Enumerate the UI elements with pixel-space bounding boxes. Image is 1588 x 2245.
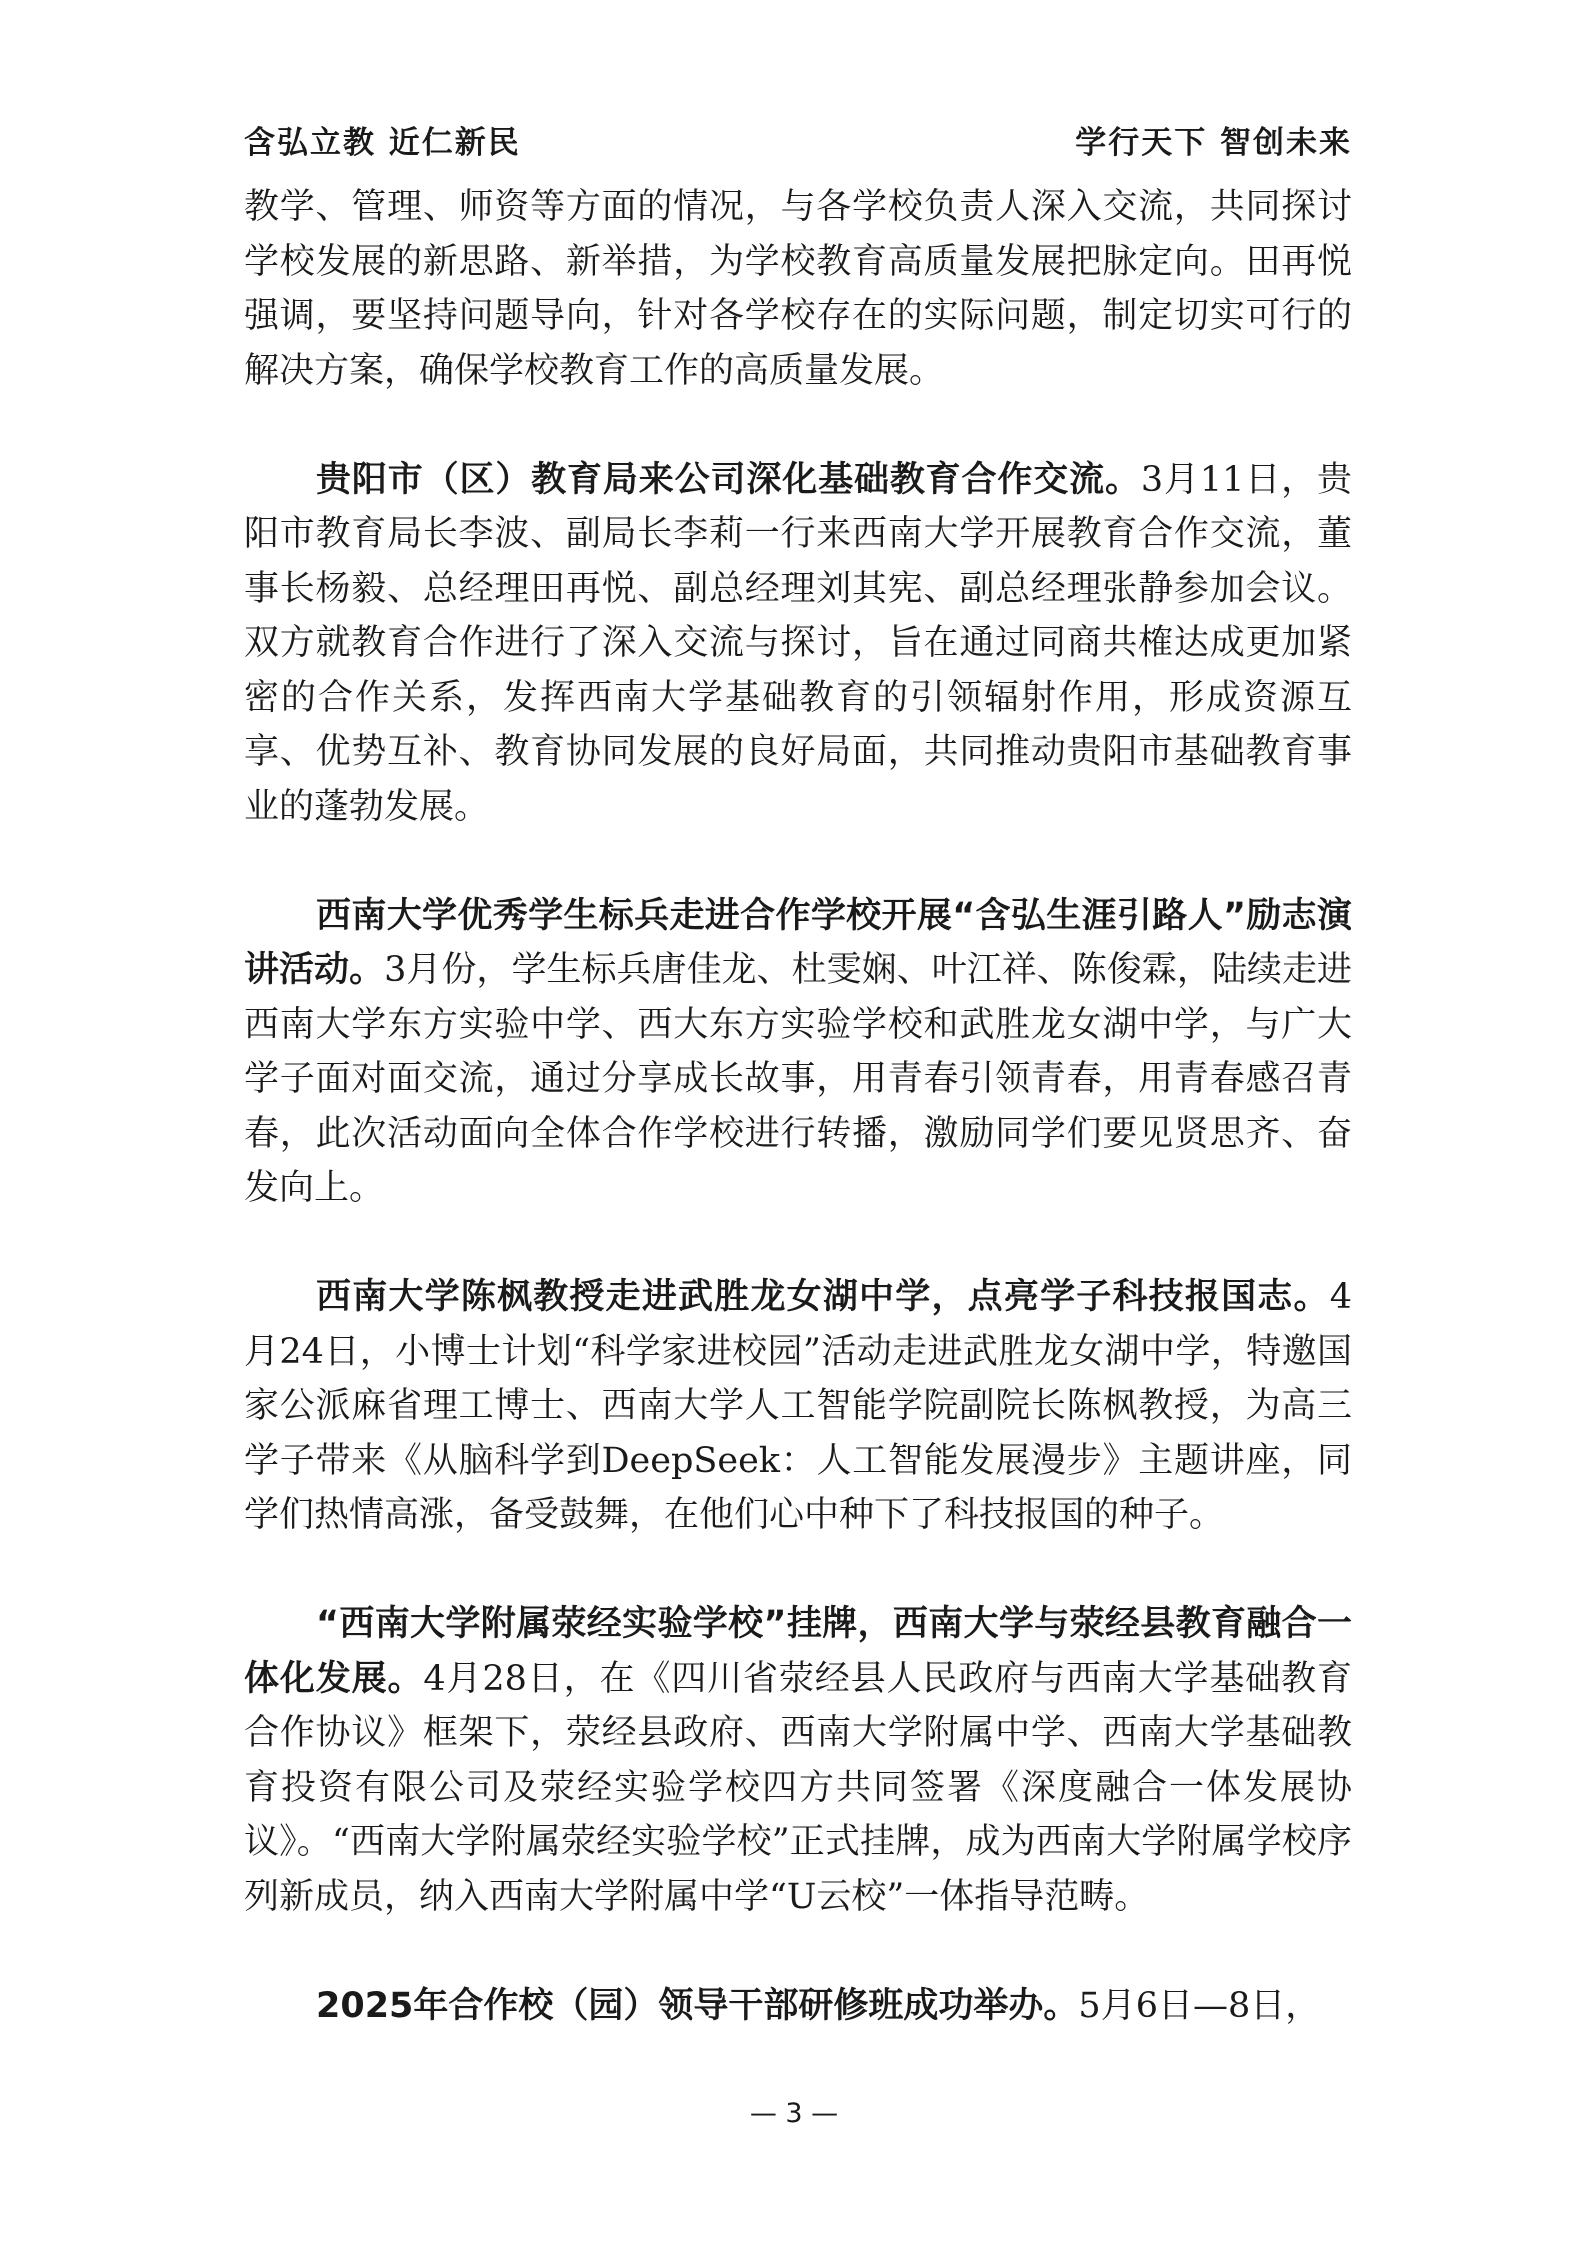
paragraph-student-speech [244,889,1352,1216]
paragraph-title: 2025年合作校（园）领导干部研修班成功举办。 [316,1985,1079,2026]
paragraph-yingjing-school [244,1597,1352,1924]
paragraph-body: 3月11日，贵阳市教育局长李波、副局长李莉一行来西南大学开展教育合作交流，董事长杨毅、总经理田再悦、副总经理刘其宪、副总经理张静参加会议。双方就教育合作进行了深入交流与探讨，旨在通过同商共榷达成更加紧密的合作关系，发挥西南大学基础教育的引领辐射作用，形成资源互享、优势互补、教育协同发展的良好局面，共同推动贵阳市基础教育事业的蓬勃发展。 [244,459,1352,827]
paragraph-professor-lecture [244,1270,1352,1543]
paragraph-gap [244,1216,1352,1271]
page-number: — 3 — [749,2098,839,2129]
paragraph-title: “西南大学附属荥经实验学校”挂牌，西南大学与荥经县教育融合一体化发展。 [244,1604,1352,1699]
paragraph-title: 西南大学陈枫教授走进武胜龙女湖中学，点亮学子科技报国志。 [316,1277,1330,1317]
paragraph-guiyang-cooperation [244,453,1352,835]
header-motto-left: 含弘立教 近仁新民 [244,125,521,161]
page-header [244,118,1352,168]
paragraph-leadership-training [244,1979,1352,2034]
paragraph-body: 4月24日，小博士计划“科学家进校园”活动走进武胜龙女湖中学，特邀国家公派麻省理工博士、西南大学人工智能学院副院长陈枫教授，为高三学子带来《从脑科学到DeepSeek：人工智能发展漫步》主题讲座，同学们热情高涨，备受鼓舞，在他们心中种下了科技报国的种子。 [244,1277,1352,1535]
paragraph-gap [244,398,1352,453]
paragraph-continued [244,180,1352,398]
paragraph-title: 贵阳市（区）教育局来公司深化基础教育合作交流。 [316,459,1141,500]
paragraph-gap [244,1924,1352,1979]
paragraph-body: 5月6日—8日， [1078,1985,1321,2026]
paragraph-body: 3月份，学生标兵唐佳龙、杜雯娴、叶江祥、陈俊霖，陆续走进西南大学东方实验中学、西大东方实验学校和武胜龙女湖中学，与广大学子面对面交流，通过分享成长故事，用青春引领青春，用青春感召青春，此次活动面向全体合作学校进行转播，激励同学们要见贤思齐、奋发向上。 [244,950,1352,1208]
header-motto-right: 学行天下 智创未来 [1075,125,1352,161]
paragraph-title: 西南大学优秀学生标兵走进合作学校开展“含弘生涯引路人”励志演讲活动。 [244,895,1352,990]
paragraph-gap [244,834,1352,889]
paragraph-body: 教学、管理、师资等方面的情况，与各学校负责人深入交流，共同探讨学校发展的新思路、新举措，为学校教育高质量发展把脉定向。田再悦强调，要坚持问题导向，针对各学校存在的实际问题，制定切实可行的解决方案，确保学校教育工作的高质量发展。 [244,187,1352,391]
paragraph-gap [244,1543,1352,1598]
paragraph-body: 4月28日，在《四川省荥经县人民政府与西南大学基础教育合作协议》框架下，荥经县政府、西南大学附属中学、西南大学基础教育投资有限公司及荥经实验学校四方共同签署《深度融合一体发展协议》。“西南大学附属荥经实验学校”正式挂牌，成为西南大学附属学校序列新成员，纳入西南大学附属中学“U云校”一体指导范畴。 [244,1658,1352,1917]
article-body [244,180,1352,2033]
